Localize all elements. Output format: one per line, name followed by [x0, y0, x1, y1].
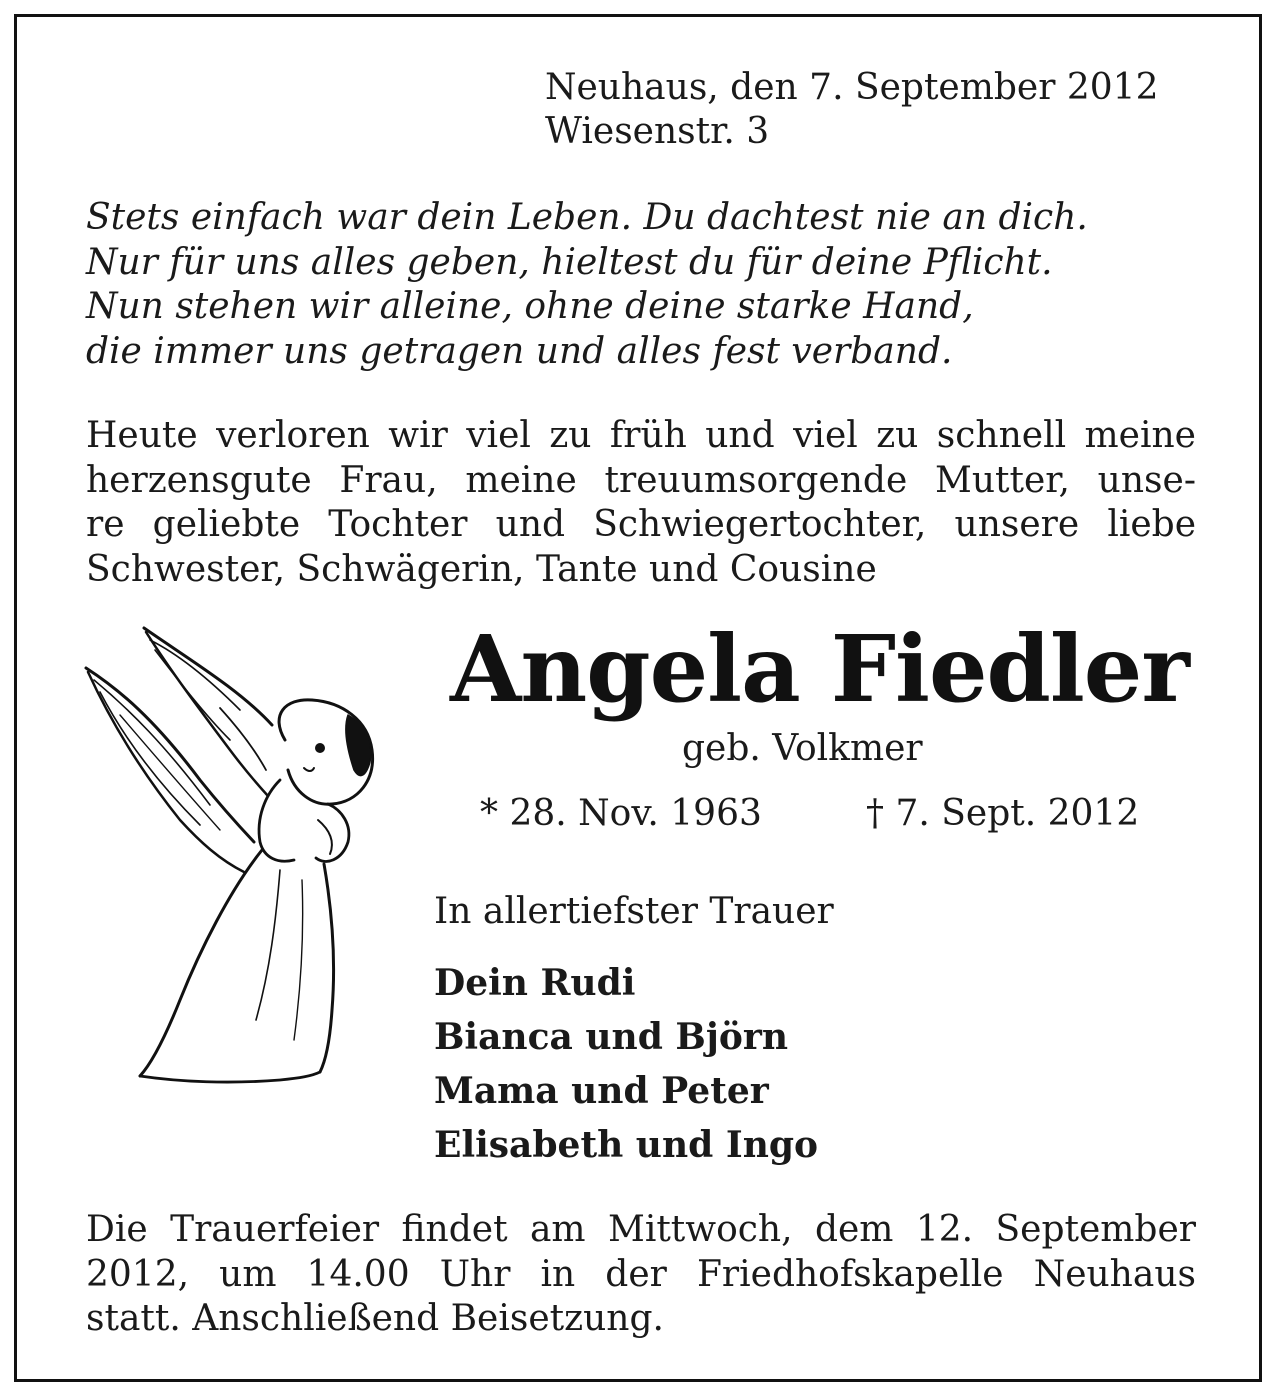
place-date: Neuhaus, den 7. September 2012 — [545, 67, 1159, 108]
intro-line: herzensgute Frau, meine treuumsorgende Mutter, unse- — [86, 459, 1196, 501]
poem-line: Nun stehen wir alleine, ohne deine starke Hand, — [86, 286, 974, 327]
poem-line: Nur für uns alles geben, hieltest du für deine Pflicht. — [86, 241, 1053, 283]
poem-line: die immer uns getragen und alles fest verband. — [86, 330, 953, 372]
intro-line: Schwester, Schwägerin, Tante und Cousine — [86, 548, 877, 590]
mourners-heading: In allertiefster Trauer — [434, 891, 834, 932]
funeral-line: 2012, um 14.00 Uhr in der Friedhofskapelle Neuhaus — [86, 1253, 1196, 1295]
mourner-name: Elisabeth und Ingo — [434, 1124, 819, 1166]
mourner-name: Mama und Peter — [434, 1070, 769, 1112]
deceased-name: Angela Fiedler — [450, 615, 1189, 723]
intro-text — [86, 414, 1196, 592]
mourner-name: Dein Rudi — [434, 962, 636, 1004]
funeral-info — [86, 1208, 1196, 1342]
angel-icon — [80, 620, 390, 1090]
poem — [86, 196, 1088, 374]
intro-line: Heute verloren wir viel zu früh und viel zu schnell meine — [86, 415, 1196, 456]
mourners-list — [434, 956, 818, 1172]
birth-name: geb. Volkmer — [682, 728, 923, 769]
intro-line: re geliebte Tochter und Schwiegertochter, unsere liebe — [86, 504, 1196, 545]
mourner-name: Bianca und Björn — [434, 1016, 789, 1058]
birth-date: * 28. Nov. 1963 — [480, 793, 762, 834]
funeral-line: statt. Anschließend Beisetzung. — [86, 1298, 664, 1339]
funeral-line: Die Trauerfeier findet am Mittwoch, dem 12. September — [86, 1209, 1196, 1250]
poem-line: Stets einfach war dein Leben. Du dachtest nie an dich. — [86, 197, 1088, 238]
death-date: † 7. Sept. 2012 — [866, 793, 1140, 834]
address: Wiesenstr. 3 — [545, 111, 770, 152]
